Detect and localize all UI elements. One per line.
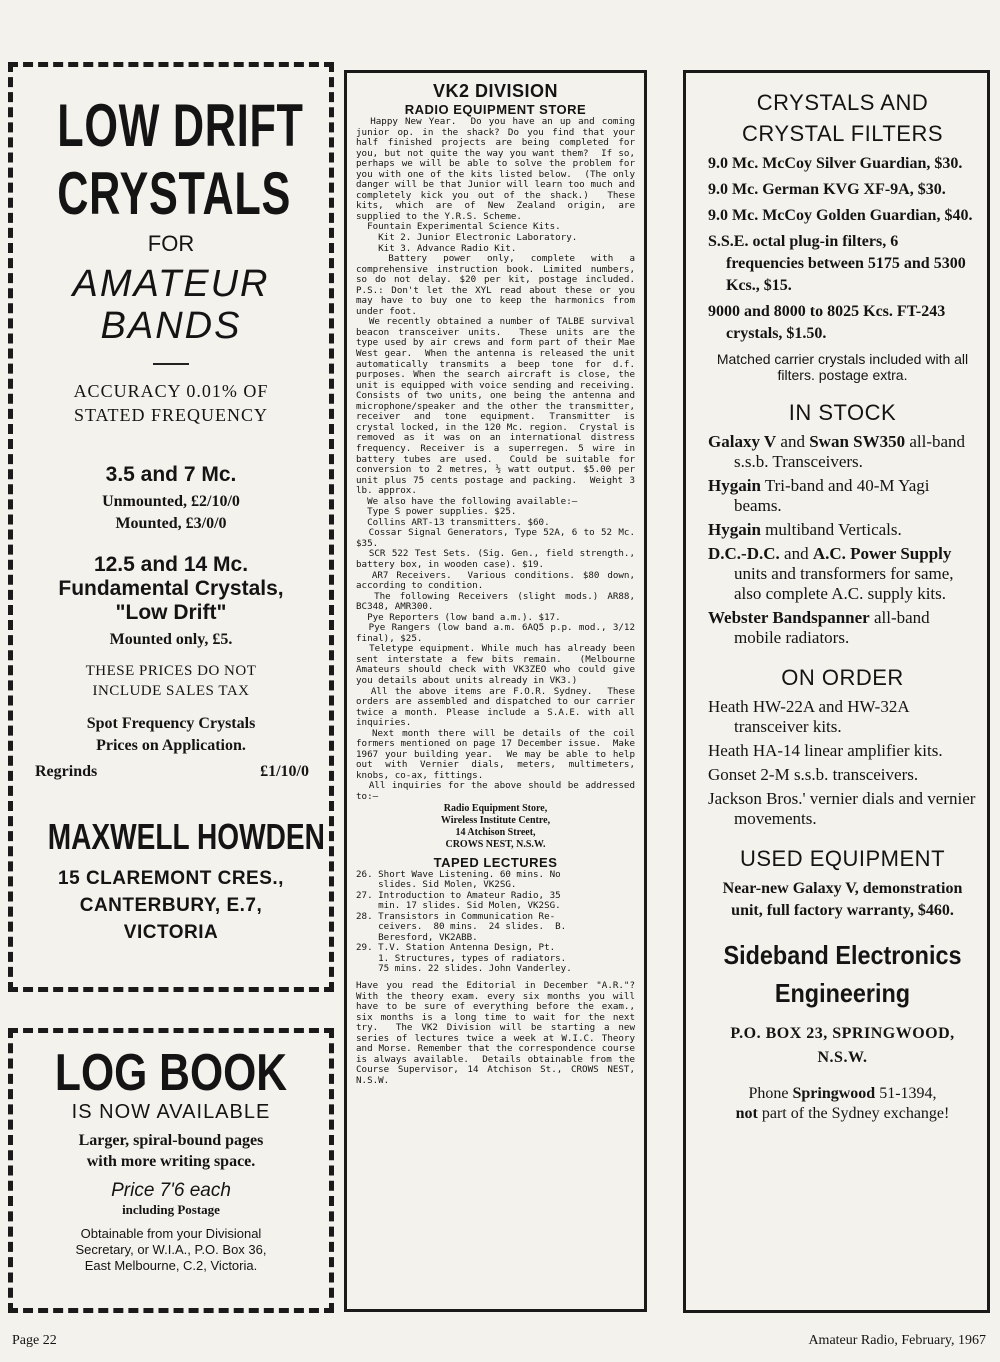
freq2-line3: "Low Drift": [115, 601, 227, 624]
logbook-desc-2: with more writing space.: [86, 1153, 256, 1170]
vk2-body-2: Have you read the Editorial in December "A.R."? With the theory exam. every six months you will have to be sure of everything before the exam., six months is a long time to wait for the next try. The VK2 Division will be starting a new series of lectures twice a week at W.I.C. Theory and Morse. Remember that the correspondence course is always available. Details obtainable from the Course Supervisor, 14 Atchison St., CROWS NEST, N.S.W.: [356, 980, 647, 1086]
sideband-electronics-column: [683, 70, 990, 1313]
freq2-mounted: Mounted only, £5.: [109, 631, 233, 648]
lectures-list: 26. Short Wave Listening. 60 mins. No slides. Sid Molen, VK2SG. 27. Introduction to Amateur Radio, 35 min. 17 slides. Sid Molen, VK2SG. 28. Transistors in Communication Re- ceivers. 80 mins. 24 slides. B. Beresford, VK2ABB. 29. T.V. Station Antenna Design, Pt. 1. Structures, types of radiators. 75 mins. 22 slides. John Vanderley.: [356, 868, 572, 975]
freq1-title: 3.5 and 7 Mc.: [105, 463, 237, 486]
in-stock-item-1: Galaxy V and Swan SW350 all-band s.s.b. Transceivers.: [708, 432, 966, 471]
spot-line-2: Prices on Application.: [96, 737, 246, 754]
vk2-address-line-1: Radio Equipment Store,: [443, 802, 548, 814]
freq1-mounted: Mounted, £3/0/0: [115, 515, 227, 532]
logbook-advertisement: [8, 1028, 334, 1313]
address-line-1: 15 CLAREMONT CRES.,: [58, 868, 284, 889]
address-line-3: VICTORIA: [123, 922, 219, 943]
logbook-obtain-2: Secretary, or W.I.A., P.O. Box 36,: [75, 1242, 267, 1257]
phone-line: Phone Springwood 51-1394, not part of the Sydney exchange!: [735, 1085, 950, 1122]
address-line-2: CANTERBURY, E.7,: [79, 895, 263, 916]
on-order-title: ON ORDER: [781, 665, 904, 690]
in-stock-item-4: D.C.-D.C. and A.C. Power Supply units and transformers for same, also complete A.C. supply kits.: [708, 544, 954, 603]
on-order-item-2: Heath HA-14 linear amplifier kits.: [708, 741, 943, 760]
vk2-address: [356, 803, 635, 851]
headline-amateur: AMATEUR: [72, 263, 270, 305]
vk2-body-1: Happy New Year. Do you have an up and coming junior op. in the shack? Do you find that your half finished projects are being completed for you, but not quite the way you want them? If so, perhaps we will be able to solve the problem for you with one of the kits listed below. (The only danger will be that Junior will learn too much and completely kick you out of the shack.) These kits, which are of New Zealand origin, are supplied to the Y.R.S. Scheme. Fountain Experimental Science Kits. Kit 2. Junior Electronic Laboratory. Kit 3. Advance Radio Kit. Battery power only, complete with a comprehensive instruction book. Limited numbers, so do not delay. $20 per kit, postage included. P.S.: Don't let the XYL read about these or you may have to buy one to keep the harmonics from under foot. We recently obtained a number of TALBE survival beacon transceiver units. These units are the type used by air crews and form part of their Mae West gear. When the antenna is released the unit automatically transmits a beep tone for d.f. purposes. When the search aircraft is close, the unit is equipped with voice sending and receiving. Consists of two units, one being the antenna and microphone/speaker and the other the transmitter, receiver and tone equipment. Transmitter is crystal locked, in the 120 Mc. region. Crystal is removed as it was on an international distress frequency. Receiver is a superregen. 5 wire in battery tubes are used. Could be suitable for conversion to 2 metres, ½ watt output. $5.00 per unit plus 75 cents postage and packing. Weight 3 lb. approx. We also have the following available:— Type S power supplies. $25. Collins ART-13 transmitters. $60. Cossar Signal Generators, Type 52A, 6 to 52 Mc. $35. SCR 522 Test Sets. (Sig. Gen., field strength., battery box, in wooden case). $19. AR7 Receivers. Various conditions. $80 down, according to condition. The following Receivers (slight mods.) AR88, BC348, AMR300. Pye Reporters (low band a.m.). $17. Pye Rangers (low band a.m. 6AQ5 p.p. mod., 3/12 final), $25. Teletype equipment. While much has already been sent interstate a few bits remain. (Melbourne Amateurs should check with VK3ZEO who could give you details about units already in VK3.) All the above items are F.O.R. Sydney. These orders are assembled and dispatched to our carrier twice a month. Please include a S.A.E. with all inquiries. Next month there will be details of the coil formers mentioned on page 17 December issue. Make 1967 your building year. We may be able to help out with Vernier dials, meters, multimeters, knobs, co-ax, fittings. All inquiries for the above should be addressed to:—: [356, 116, 635, 802]
po-box-line-1: P.O. BOX 23, SPRINGWOOD,: [730, 1025, 955, 1042]
accuracy-line-2: STATED FREQUENCY: [73, 405, 269, 425]
logbook-obtain-1: Obtainable from your Divisional: [80, 1226, 262, 1241]
crystal-item-3: 9.0 Mc. McCoy Golden Guardian, $40.: [708, 207, 973, 224]
used-equipment-title: USED EQUIPMENT: [739, 846, 946, 871]
vk2-title: VK2 DIVISION: [432, 81, 559, 101]
regrinds-row: [13, 763, 329, 781]
tax-line-2: INCLUDE SALES TAX: [92, 683, 250, 699]
logbook-including: including Postage: [122, 1202, 220, 1217]
in-stock-item-5: Webster Bandspanner all-band mobile radiators.: [708, 608, 930, 647]
vk2-address-line-3: 14 Atchison Street,: [455, 826, 536, 838]
company-name: MAXWELL HOWDEN: [47, 816, 325, 857]
logbook-desc-1: Larger, spiral-bound pages: [78, 1132, 264, 1149]
in-stock-title: IN STOCK: [788, 400, 897, 425]
headline-crystals: CRYSTALS: [57, 160, 292, 227]
crystal-item-2: 9.0 Mc. German KVG XF-9A, $30.: [708, 181, 946, 198]
accuracy-line-1: ACCURACY 0.01% OF: [73, 381, 269, 401]
freq2-line2: Fundamental Crystals,: [58, 577, 284, 600]
logbook-price: Price 7'6 each: [111, 1180, 231, 1201]
on-order-item-1: Heath HW-22A and HW-32A transceiver kits.: [708, 697, 909, 736]
vk2-subtitle: RADIO EQUIPMENT STORE: [404, 102, 587, 117]
regrinds-label: Regrinds: [35, 763, 98, 780]
in-stock-item-3: Hygain multiband Verticals.: [708, 520, 902, 539]
spot-line-1: Spot Frequency Crystals: [86, 715, 256, 732]
divider: [153, 363, 189, 365]
on-order-item-4: Jackson Bros.' vernier dials and vernier movements.: [708, 789, 976, 828]
headline-bands: BANDS: [100, 305, 242, 347]
magazine-footer: Amateur Radio, February, 1967: [808, 1333, 986, 1348]
crystals-filters-title-1: CRYSTALS AND: [756, 90, 929, 115]
headline-for: FOR: [147, 231, 195, 256]
freq2-title: 12.5 and 14 Mc.: [93, 553, 249, 576]
crystal-item-4: S.S.E. octal plug-in filters, 6 frequencies between 5175 and 5300 Kcs., $15.: [708, 233, 966, 294]
crystal-item-5: 9000 and 8000 to 8025 Kcs. FT-243 crystals, $1.50.: [708, 303, 946, 342]
vk2-division-column: [344, 70, 647, 1312]
crystals-filters-title-2: CRYSTAL FILTERS: [741, 121, 944, 146]
tax-line-1: THESE PRICES DO NOT: [85, 663, 257, 679]
company-name-line-1: Sideband Electronics: [723, 940, 962, 970]
on-order-item-3: Gonset 2-M s.s.b. transceivers.: [708, 765, 919, 784]
in-stock-item-2: Hygain Tri-band and 40-M Yagi beams.: [708, 476, 930, 515]
regrinds-price: £1/10/0: [260, 763, 309, 780]
used-equipment-item: Near-new Galaxy V, demonstration unit, full factory warranty, $460.: [722, 880, 963, 919]
company-name-line-2: Engineering: [774, 978, 911, 1008]
vk2-address-line-2: Wireless Institute Centre,: [440, 814, 551, 826]
logbook-available: IS NOW AVAILABLE: [71, 1101, 271, 1123]
lectures-title: TAPED LECTURES: [433, 854, 558, 870]
page-number: Page 22: [12, 1333, 57, 1348]
crystal-item-1: 9.0 Mc. McCoy Silver Guardian, $30.: [708, 155, 963, 172]
matched-note: Matched carrier crystals included with all filters. postage extra.: [716, 351, 969, 383]
crystals-advertisement: [8, 62, 334, 992]
headline-low-drift: LOW DRIFT: [57, 92, 304, 159]
freq1-unmounted: Unmounted, £2/10/0: [102, 493, 240, 510]
logbook-title: LOG BOOK: [54, 1044, 288, 1102]
vk2-address-line-4: CROWS NEST, N.S.W.: [445, 838, 546, 850]
po-box-line-2: N.S.W.: [817, 1049, 868, 1066]
logbook-obtain-3: East Melbourne, C.2, Victoria.: [84, 1258, 258, 1273]
